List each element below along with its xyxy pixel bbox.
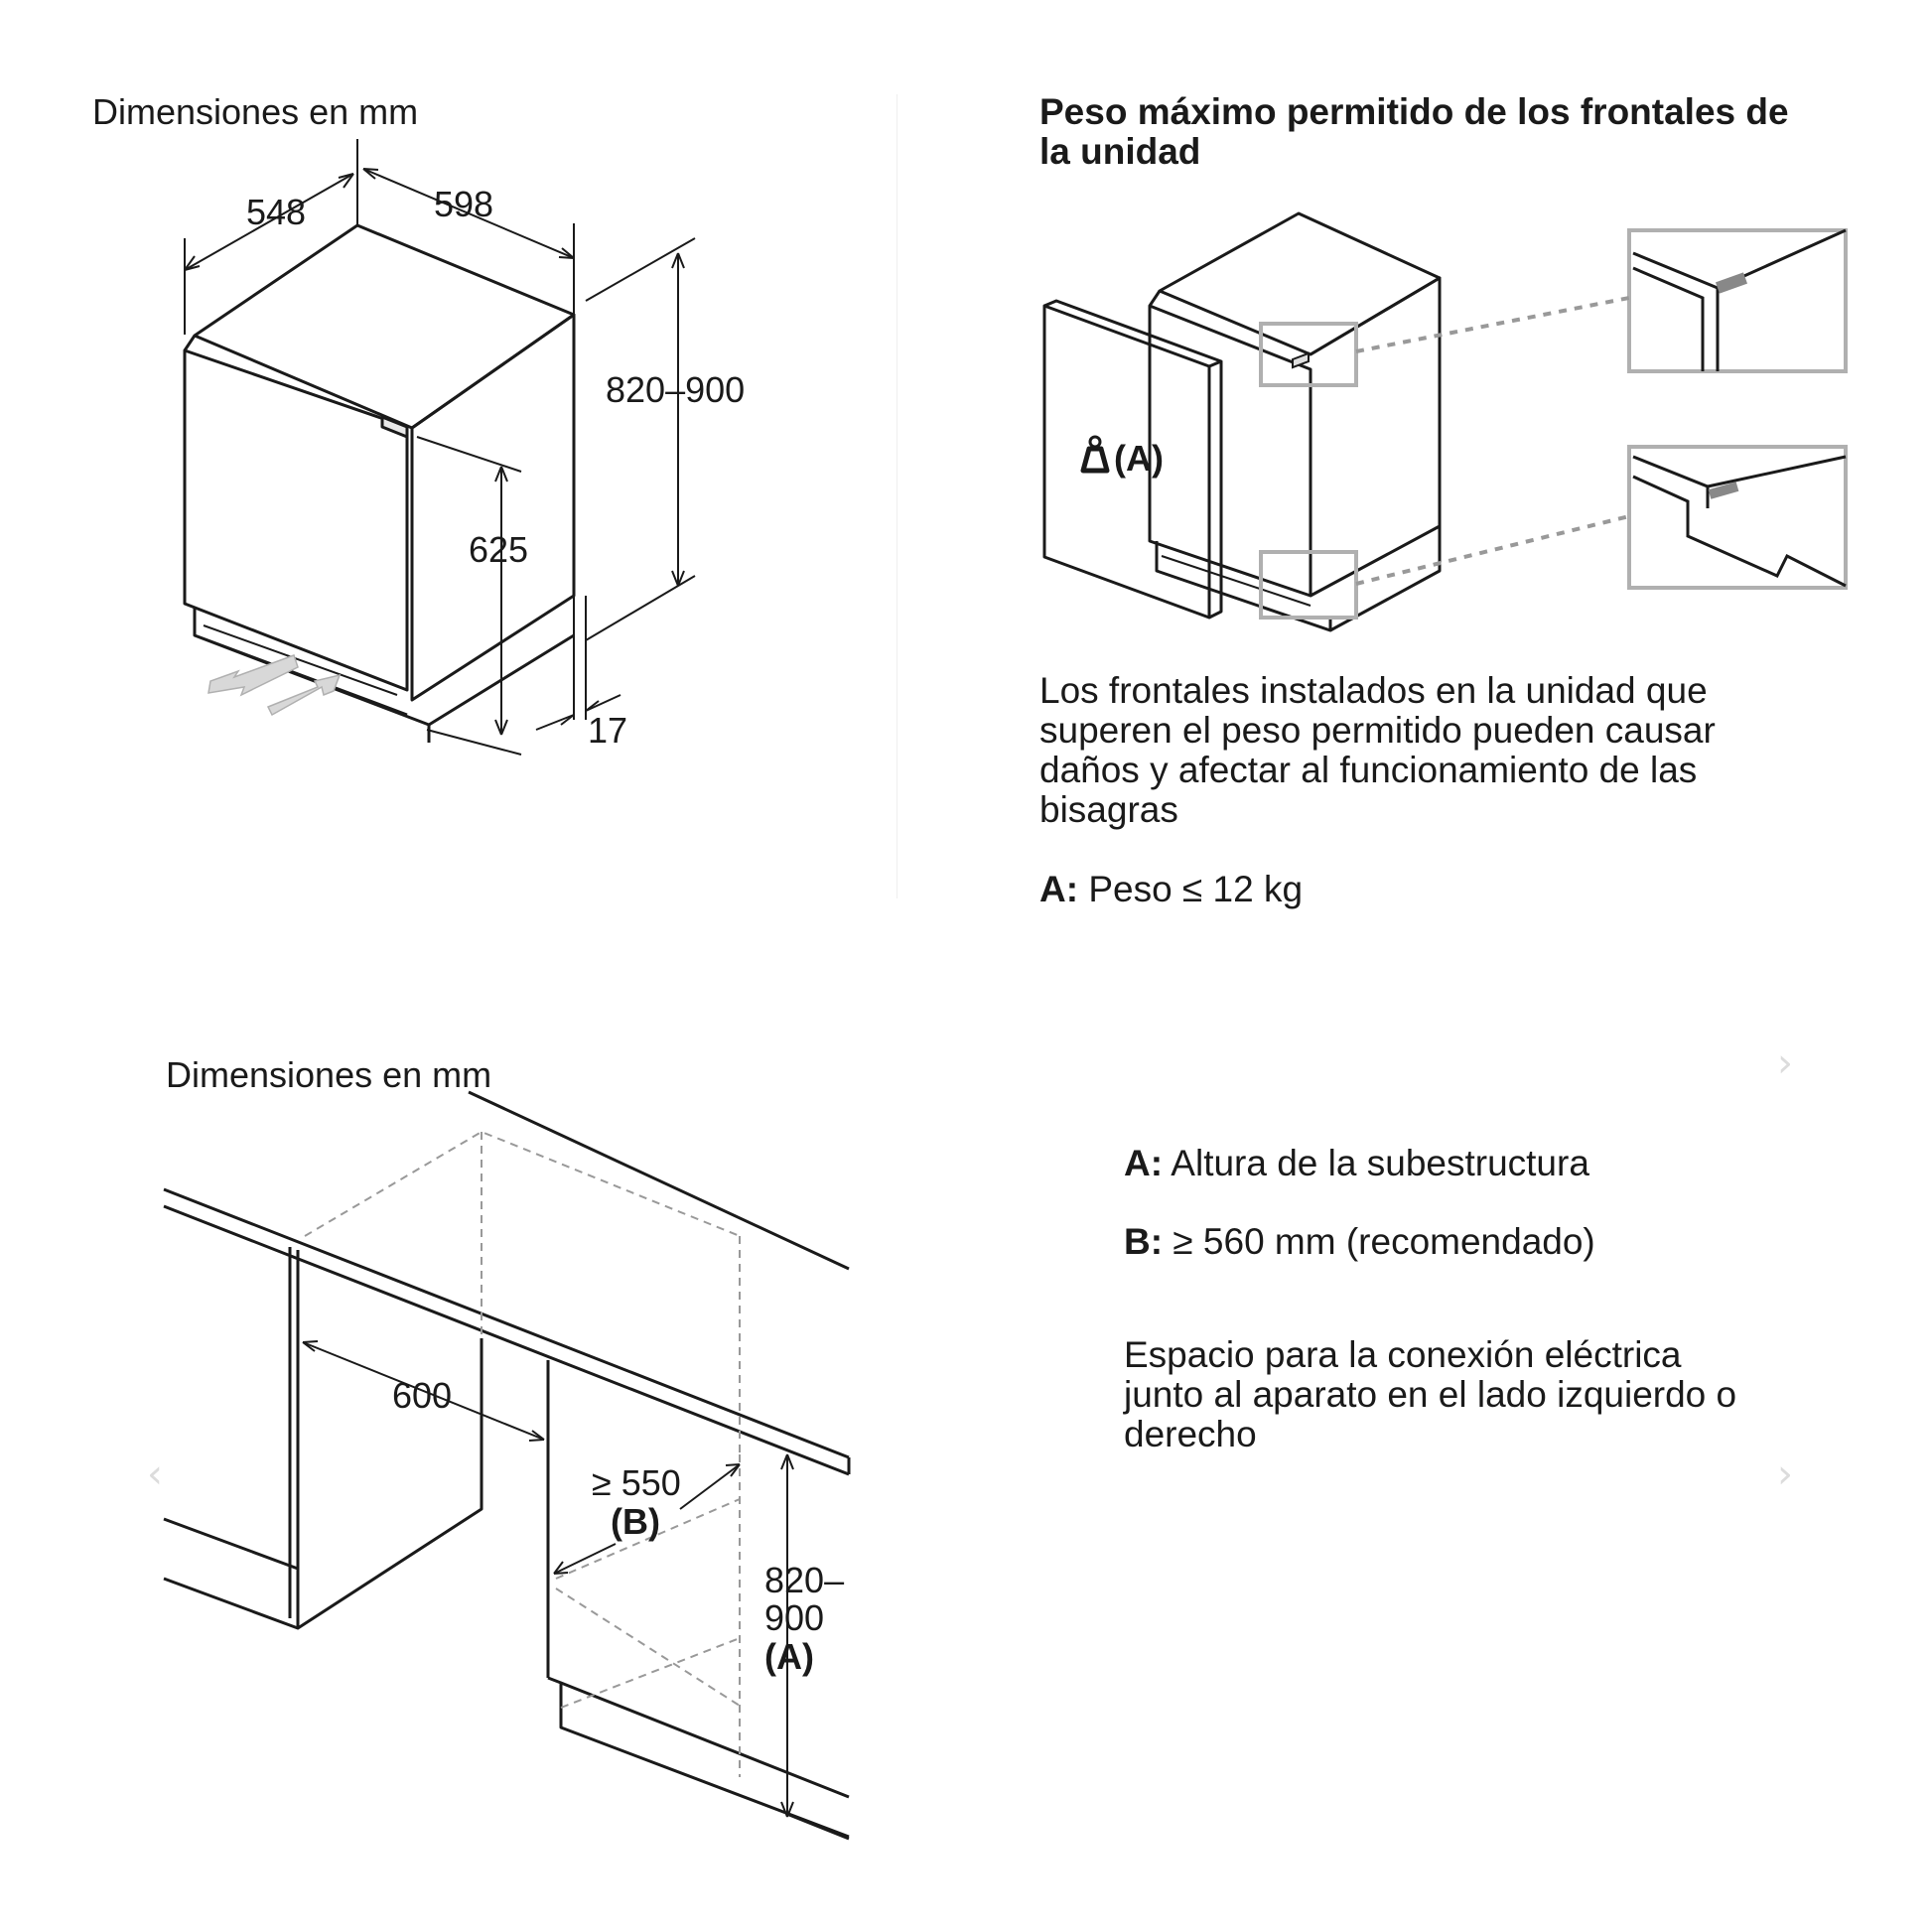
- electrical-note: Espacio para la conexión eléctrica junto al aparato en el lado izquierdo o derecho: [1124, 1334, 1737, 1454]
- dimensions-heading-bottom: Dimensiones en mm: [166, 1054, 492, 1095]
- detail-box-bottom: [1629, 447, 1846, 588]
- airflow-arrow-in: [268, 675, 340, 715]
- dim-label-820-900: 820–900: [606, 369, 746, 410]
- right-cabinet: [548, 1360, 849, 1837]
- chevron-right-icon-lower[interactable]: ›: [1777, 1451, 1793, 1497]
- legend-b-text: ≥ 560 mm (recomendado): [1173, 1221, 1595, 1262]
- hinge-block: [382, 417, 407, 437]
- worktop: [164, 1189, 849, 1474]
- cabinet-door: [185, 350, 407, 690]
- dim-line-598: [363, 169, 574, 258]
- detail-box-top: [1629, 230, 1846, 371]
- dim-line-548: [185, 174, 353, 270]
- weight-limit-value: Peso ≤ 12 kg: [1088, 869, 1304, 909]
- dim-line-550: [554, 1464, 740, 1574]
- dim-label-900: 900: [764, 1597, 825, 1638]
- dimensions-heading-top: Dimensiones en mm: [92, 91, 419, 132]
- niche-dashed-outline: [305, 1132, 740, 1777]
- weight-warning-text: Los frontales instalados en la unidad que superen el peso permitido pueden causar daños y afectar al funcionamiento de las bisagras: [1039, 670, 1716, 830]
- weight-limit-key: A:: [1039, 869, 1079, 909]
- weight-icon: [1083, 437, 1107, 471]
- dim-line-17: [536, 695, 621, 730]
- weight-limit-row: [1039, 870, 1303, 909]
- dim-label-625: 625: [469, 529, 529, 570]
- dim-label-598: 598: [434, 184, 494, 224]
- chevron-left-icon[interactable]: ‹: [147, 1451, 163, 1497]
- legend-a-text: Altura de la subestructura: [1171, 1143, 1589, 1183]
- weight-heading: Peso máximo permitido de los frontales de la unidad: [1039, 91, 1789, 172]
- dim-line-600: [303, 1342, 544, 1440]
- callout-dashed-bottom: [1356, 516, 1629, 584]
- front-panel: [1044, 306, 1209, 618]
- cabinet-plinth: [195, 608, 574, 743]
- dim-label-550: ≥ 550: [592, 1462, 681, 1503]
- dim-label-600: 600: [392, 1375, 453, 1416]
- left-cabinet: [164, 1247, 482, 1628]
- legend-a: [1124, 1144, 1589, 1183]
- cabinet-top-face: [195, 225, 574, 428]
- chevron-right-icon[interactable]: ›: [1777, 1040, 1793, 1086]
- cabinet-side-face: [412, 315, 574, 700]
- legend-a-key: A:: [1124, 1143, 1164, 1183]
- panel-cabinet-side: [1311, 278, 1440, 596]
- dim-label-17: 17: [588, 710, 628, 751]
- callout-dashed-top: [1356, 298, 1629, 351]
- dim-label-548: 548: [246, 192, 307, 232]
- dim-label-820: 820–: [764, 1560, 845, 1600]
- dim-label-550-ref: (B): [611, 1501, 660, 1542]
- dim-label-height-ref: (A): [764, 1636, 814, 1677]
- airflow-arrow-out: [208, 655, 298, 695]
- legend-b: [1124, 1222, 1595, 1262]
- hinge-highlight-bottom: [1261, 552, 1356, 618]
- panel-cabinet-top: [1160, 213, 1440, 354]
- legend-b-key: B:: [1124, 1221, 1164, 1262]
- hinge-highlight-top: [1261, 324, 1356, 385]
- panel-weight-label: (A): [1114, 438, 1164, 479]
